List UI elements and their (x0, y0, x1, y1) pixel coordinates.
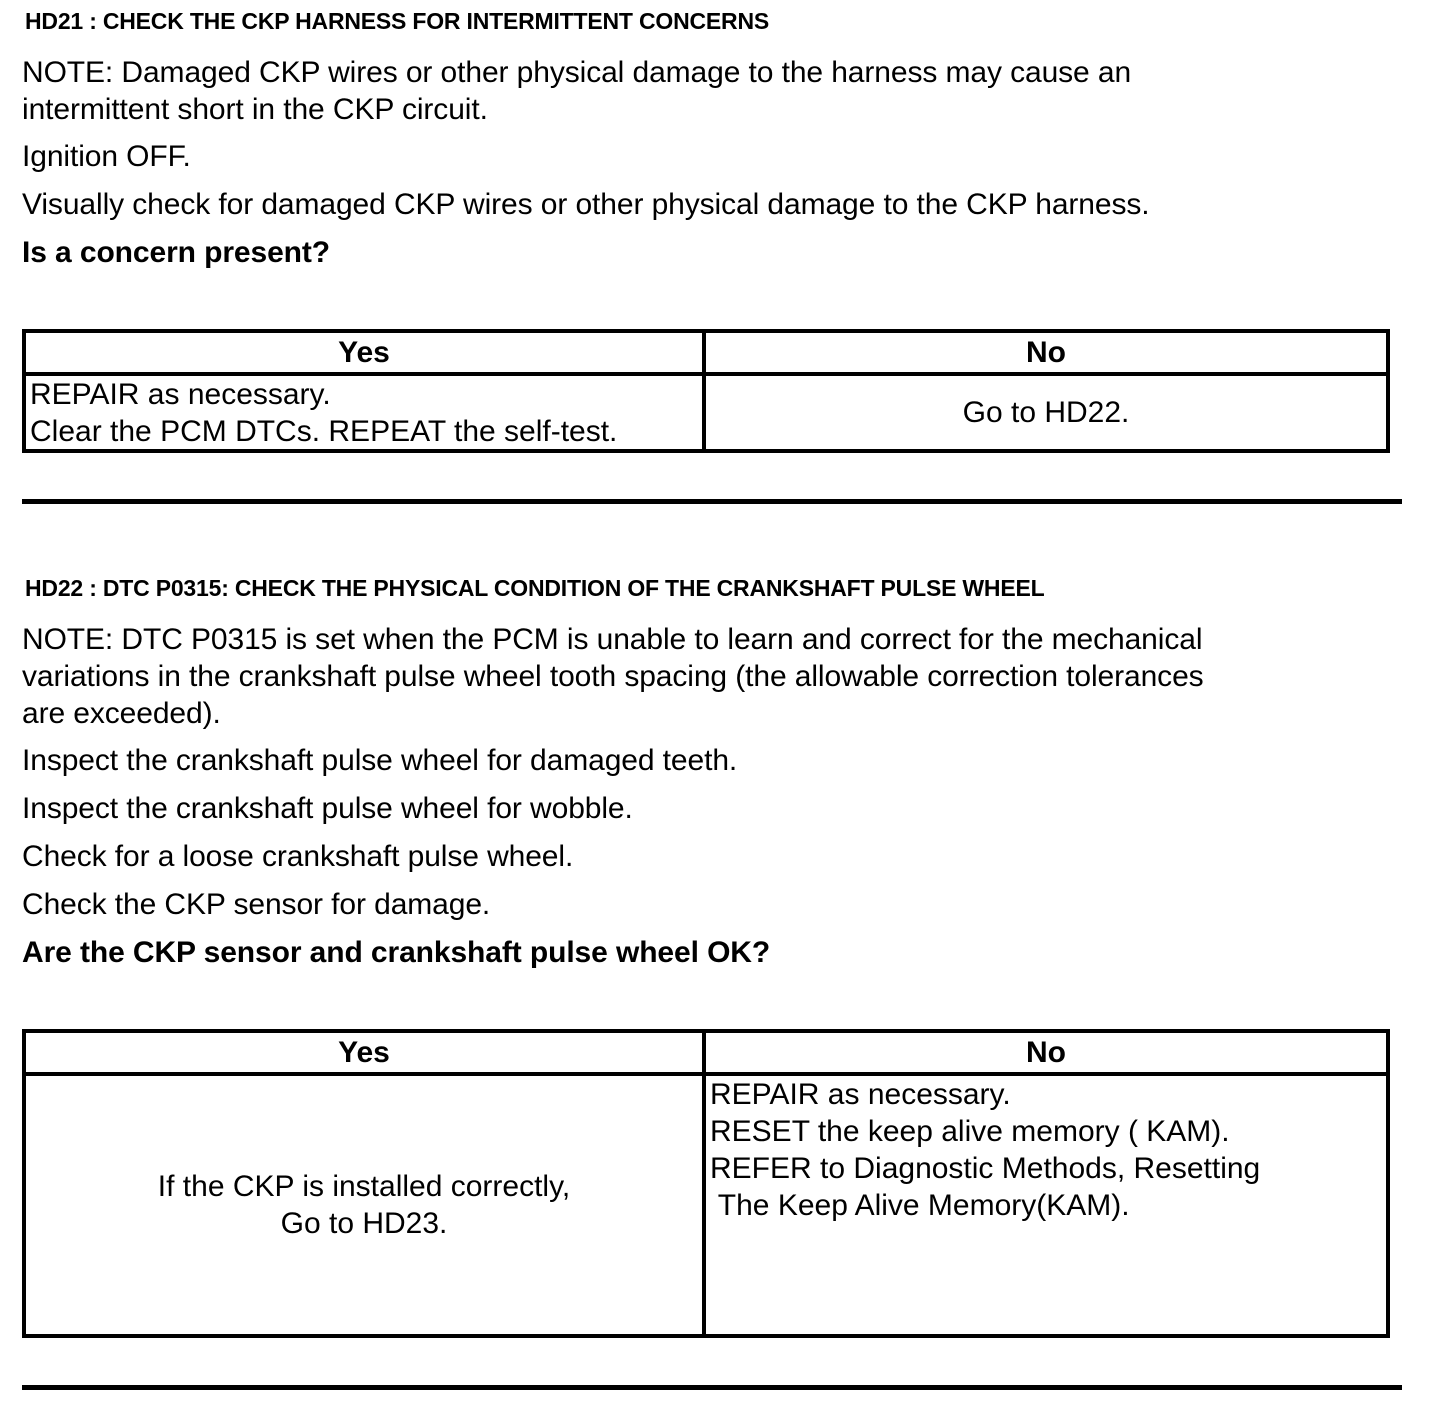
step-text: Inspect the crankshaft pulse wheel for wobble. (22, 792, 633, 825)
header-no: No (1026, 1035, 1066, 1069)
cell-line: RESET the keep alive memory ( KAM). (710, 1115, 1230, 1148)
note-hd21 (22, 54, 1131, 128)
go-to-hd22-link[interactable]: Go to HD22. (962, 396, 1130, 429)
table-row (26, 1076, 1386, 1334)
step-text: Ignition OFF. (22, 140, 191, 173)
go-to-hd23-link[interactable]: Go to HD23. (280, 1207, 448, 1240)
yes-cell (26, 376, 706, 449)
yes-cell (26, 1076, 706, 1334)
question-hd21: Is a concern present? (22, 236, 331, 269)
header-yes: Yes (26, 1033, 706, 1072)
refer-diagnostic-methods-link[interactable]: REFER to Diagnostic Methods, Resetting (710, 1152, 1261, 1185)
no-cell (706, 376, 1386, 449)
no-cell (706, 1076, 1386, 1334)
step-text: Check the CKP sensor for damage. (22, 888, 491, 921)
cell-line: REPAIR as necessary. (30, 378, 331, 411)
cell-line: Clear the PCM DTCs. REPEAT the self-test. (30, 415, 618, 448)
decision-table-hd21 (22, 329, 1390, 453)
table-header-row (26, 333, 1386, 376)
note-line: NOTE: Damaged CKP wires or other physical damage to the harness may cause an (22, 56, 1132, 89)
decision-table-hd22 (22, 1029, 1390, 1338)
cell-line: If the CKP is installed correctly, (157, 1170, 571, 1203)
step-heading-hd21: HD21 : CHECK THE CKP HARNESS FOR INTERMITTENT CONCERNS (25, 8, 769, 34)
step-heading-hd22: HD22 : DTC P0315: CHECK THE PHYSICAL CONDITION OF THE CRANKSHAFT PULSE WHEEL (25, 575, 1045, 601)
header-no: No (1026, 335, 1066, 369)
header-yes: Yes (26, 333, 706, 372)
section-divider (22, 499, 1402, 504)
note-line: are exceeded). (22, 697, 221, 730)
note-line: NOTE: DTC P0315 is set when the PCM is unable to learn and correct for the mechanical (22, 623, 1203, 656)
table-row (26, 376, 1386, 449)
table-header-row (26, 1033, 1386, 1076)
step-text: Inspect the crankshaft pulse wheel for damaged teeth. (22, 744, 738, 777)
cell-line: REPAIR as necessary. (710, 1078, 1011, 1111)
step-text: Visually check for damaged CKP wires or other physical damage to the CKP harness. (22, 188, 1150, 221)
question-hd22: Are the CKP sensor and crankshaft pulse wheel OK? (22, 936, 771, 969)
cell-line: The Keep Alive Memory(KAM). (710, 1189, 1130, 1222)
section-divider (22, 1385, 1402, 1390)
step-text: Check for a loose crankshaft pulse wheel. (22, 840, 574, 873)
note-line: variations in the crankshaft pulse wheel tooth spacing (the allowable correction tolerances (22, 660, 1204, 693)
note-line: intermittent short in the CKP circuit. (22, 93, 488, 126)
note-hd22 (22, 621, 1204, 732)
